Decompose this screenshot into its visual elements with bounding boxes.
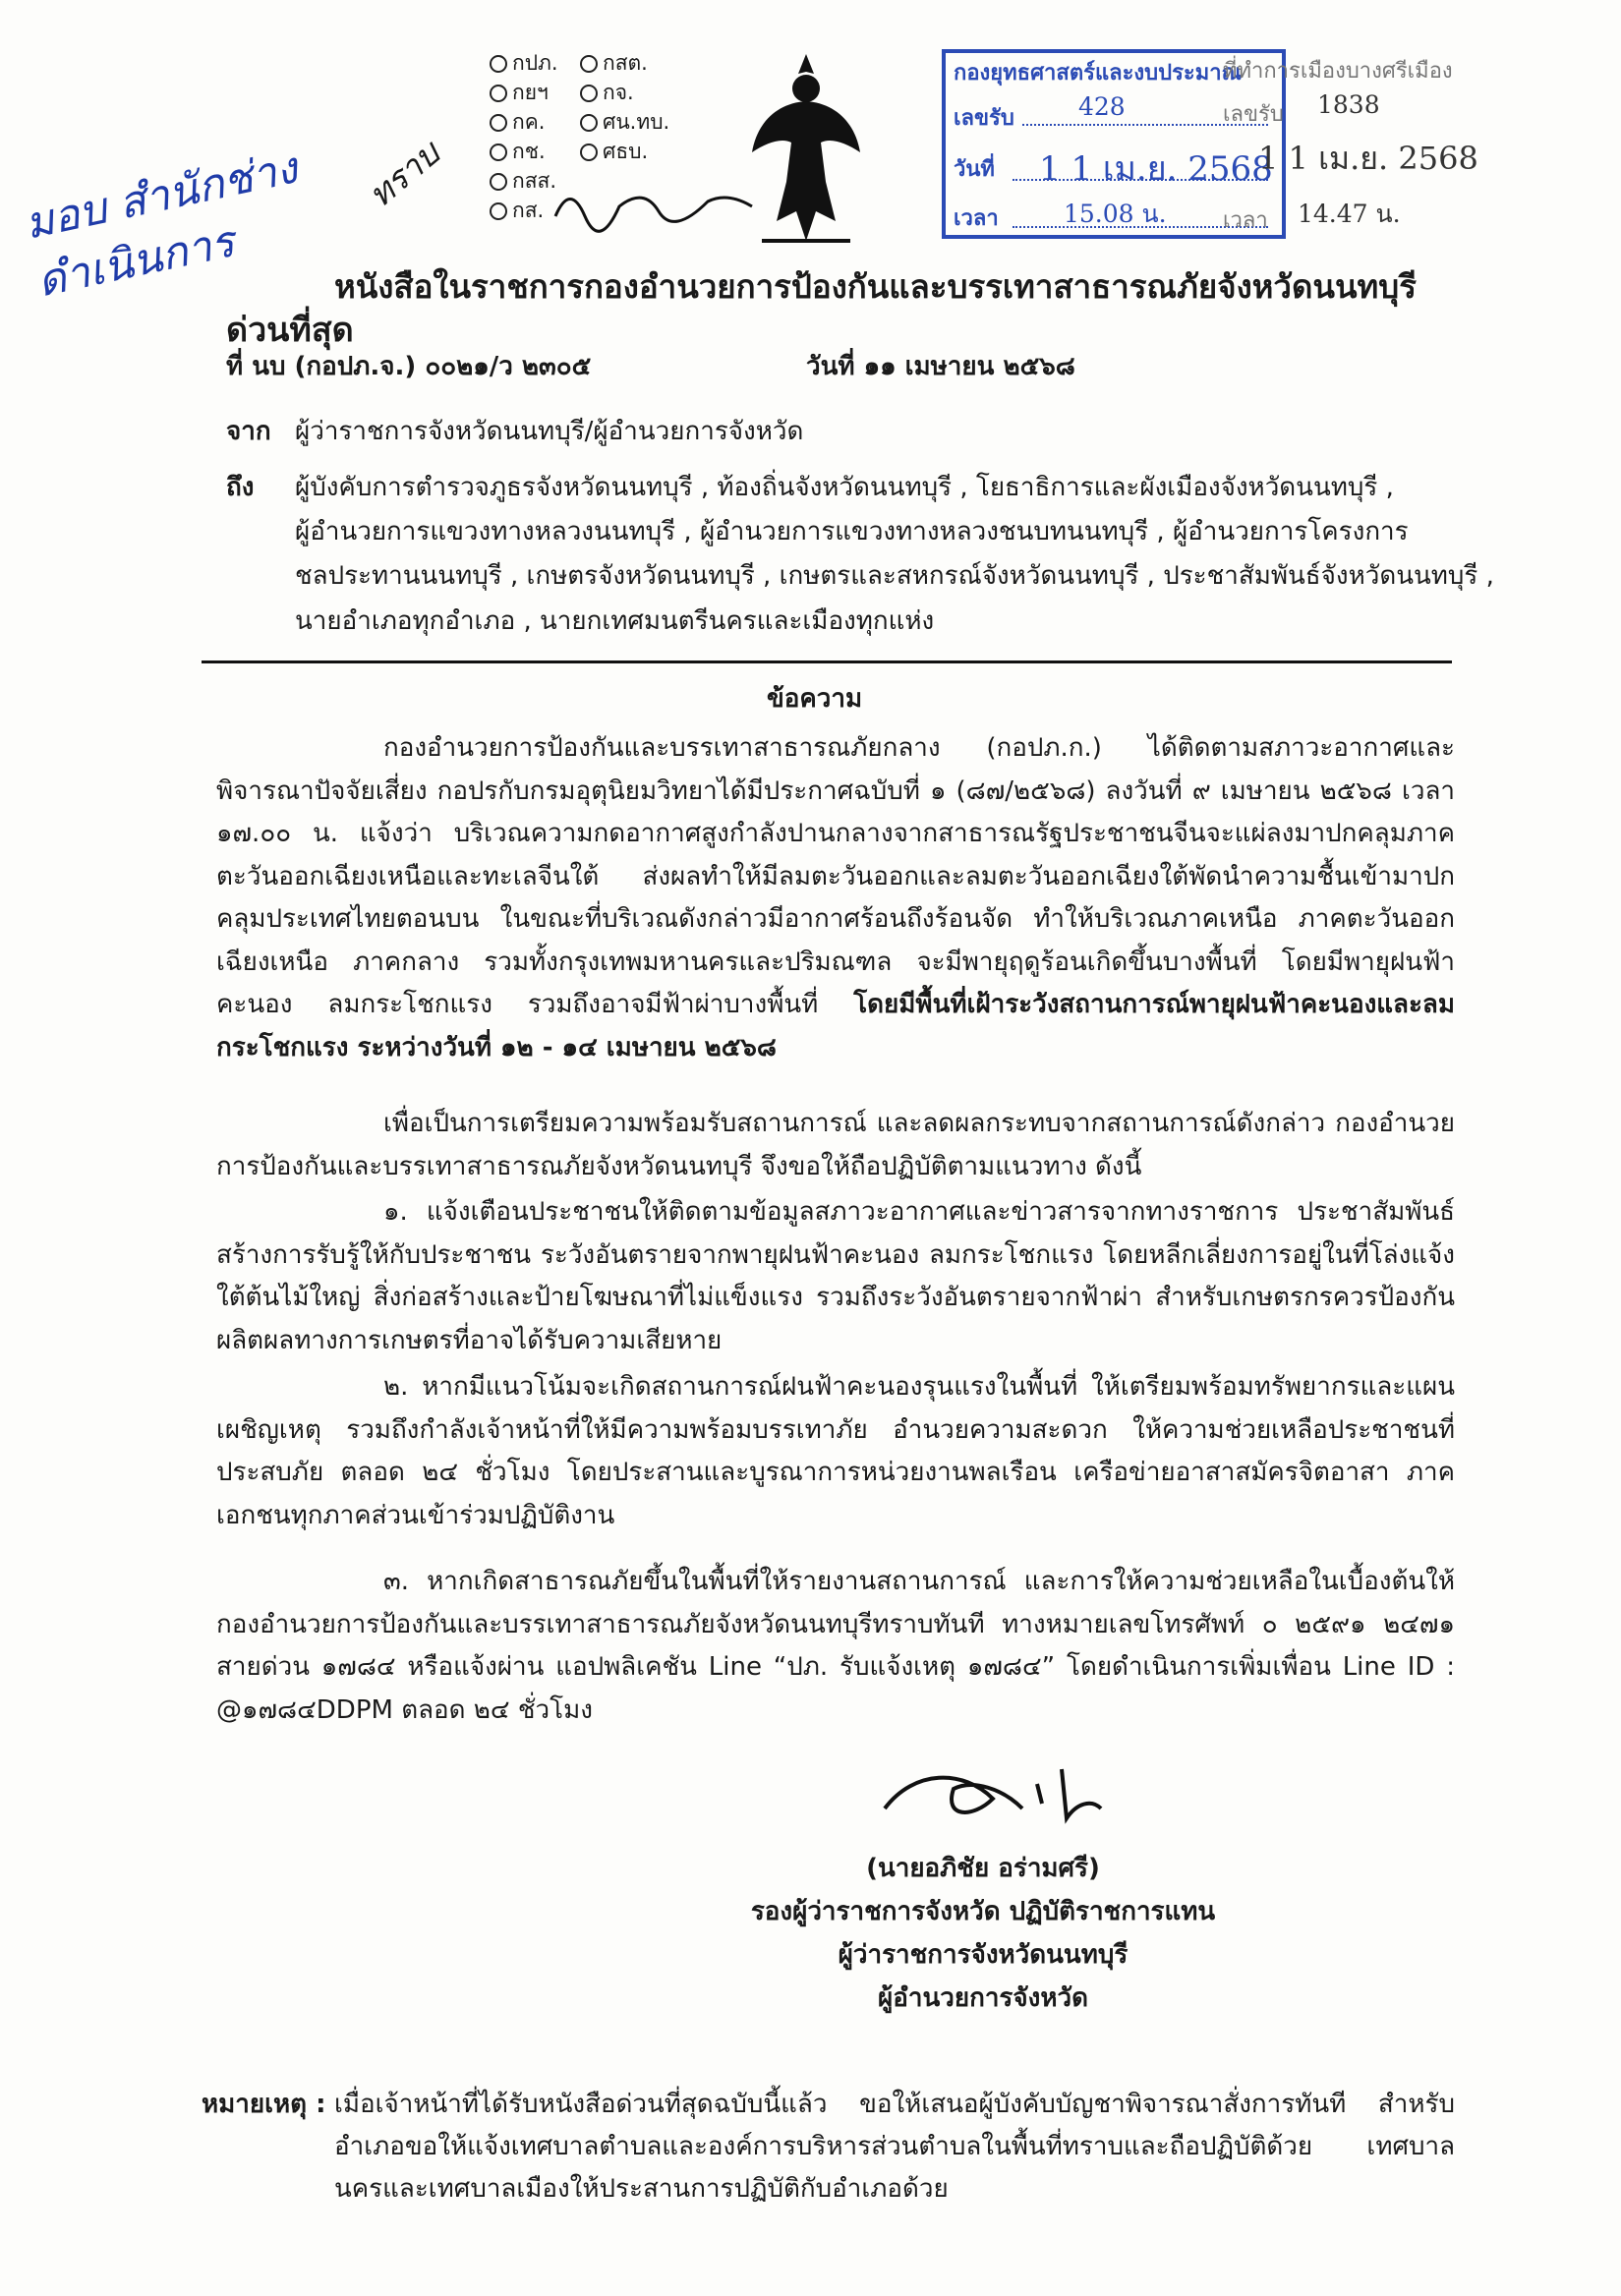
- routing-item: ศน.ทบ.: [580, 106, 669, 139]
- initials-scribble-icon: [550, 177, 757, 236]
- circle-icon: [580, 55, 598, 73]
- document-title: หนังสือในราชการกองอำนวยการป้องกันและบรรเทาสาธารณภัยจังหวัดนนทบุรี: [334, 267, 1417, 306]
- circle-icon: [490, 173, 507, 191]
- to-line: ผู้อำนวยการแขวงทางหลวงนนทบุรี , ผู้อำนวยการแขวงทางหลวงชนบทนนทบุรี , ผู้อำนวยการโครงการ: [295, 517, 1409, 546]
- routing-item: กจ.: [580, 77, 634, 109]
- urgency-label: ด่วนที่สุด: [226, 311, 354, 350]
- from-label: จาก: [226, 417, 271, 446]
- routing-item: ศธบ.: [580, 136, 648, 168]
- circle-icon: [490, 202, 507, 220]
- circle-icon: [580, 114, 598, 132]
- routing-item: กสต.: [580, 47, 648, 80]
- handwritten-note-blue: มอบ สำนักช่าง ดำเนินการ: [20, 143, 302, 308]
- list-item-3: ๓. หากเกิดสาธารณภัยขึ้นในพื้นที่ให้รายงานสถานการณ์ และการให้ความช่วยเหลือในเบื้องต้นให้กองอำนวยการป้องกันและบรรเทาสาธารณภัยจังหวัดนนทบุรีทราบทันที ทางหมายเลขโทรศัพท์ ๐ ๒๕๙๑ ๒๔๗๑ สายด่วน ๑๗๘๔ หรือแจ้งผ่าน แอปพลิเคชัน Line “ปภ. รับแจ้งเหตุ ๑๗๘๔” โดยดำเนินการเพิ่มเพื่อน Line ID : @๑๗๘๔DDPM ตลอด ๒๔ ชั่วโมง: [216, 1567, 1455, 1725]
- signatory-position: ผู้ว่าราชการจังหวัดนนทบุรี: [838, 1940, 1129, 1970]
- routing-item: กสส.: [490, 165, 556, 198]
- received-stamp-primary: กองยุทธศาสตร์และงบประมาณ เลขรับ 428 วันที่ 1 1 เม.ย. 2568 เวลา 15.08 น.: [942, 49, 1286, 239]
- to-line: ชลประทานนนทบุรี , เกษตรจังหวัดนนทบุรี , เกษตรและสหกรณ์จังหวัดนนทบุรี , ประชาสัมพันธ์จังหวัดนนทบุรี ,: [295, 561, 1494, 591]
- to-line: ผู้บังคับการตำรวจภูธรจังหวัดนนทบุรี , ท้องถิ่นจังหวัดนนทบุรี , โยธาธิการและผังเมืองจังหวัดนนทบุรี ,: [295, 473, 1394, 502]
- to-line: นายอำเภอทุกอำเภอ , นายกเทศมนตรีนครและเมืองทุกแห่ง: [295, 606, 935, 636]
- list-item-1: ๑. แจ้งเตือนประชาชนให้ติดตามข้อมูลสภาวะอากาศและข่าวสารจากทางราชการ ประชาสัมพันธ์สร้างการรับรู้ให้กับประชาชน ระวังอันตรายจากพายุฝนฟ้าคะนอง ลมกระโชกแรง โดยหลีกเลี่ยงการอยู่ในที่โล่งแจ้ง ใต้ต้นไม้ใหญ่ สิ่งก่อสร้างและป้ายโฆษณาที่ไม่แข็งแรง รวมถึงระวังอันตรายจากฟ้าผ่า สำหรับเกษตรกรควรป้องกันผลิตผลทางการเกษตรที่อาจได้รับความเสียหาย: [216, 1197, 1455, 1355]
- body-heading: ข้อความ: [767, 684, 863, 714]
- circle-icon: [490, 114, 507, 132]
- routing-item: กช.: [490, 136, 546, 168]
- garuda-emblem-icon: [747, 44, 865, 251]
- circle-icon: [490, 144, 507, 161]
- routing-item: กค.: [490, 106, 545, 139]
- signatory-position: ผู้อำนวยการจังหวัด: [878, 1983, 1088, 2013]
- paragraph-1: [216, 727, 1455, 1069]
- routing-item: กยฯ: [490, 77, 549, 109]
- routing-item: กปภ.: [490, 47, 558, 80]
- document-number: ที่ นบ (กอปภ.จ.) ๐๐๒๑/ว ๒๓๐๕: [226, 352, 592, 381]
- signature-scribble-icon: [875, 1750, 1111, 1838]
- list-item-2: ๒. หากมีแนวโน้มจะเกิดสถานการณ์ฝนฟ้าคะนองรุนแรงในพื้นที่ ให้เตรียมพร้อมทรัพยากรและแผนเผชิญเหตุ รวมถึงกำลังเจ้าหน้าที่ให้มีความพร้อมบรรเทาภัย อำนวยความสะดวก ให้ความช่วยเหลือประชาชนที่ประสบภัย ตลอด ๒๔ ชั่วโมง โดยประสานและบูรณาการหน่วยงานพลเรือน เครือข่ายอาสาสมัครจิตอาสา ภาคเอกชนทุกภาคส่วนเข้าร่วมปฏิบัติงาน: [216, 1372, 1455, 1530]
- note-text: เมื่อเจ้าหน้าที่ได้รับหนังสือด่วนที่สุดฉบับนี้แล้ว ขอให้เสนอผู้บังคับบัญชาพิจารณาสั่งการทันที สำหรับอำเภอขอให้แจ้งเทศบาลตำบลและองค์การบริหารส่วนตำบลในพื้นที่ทราบและถือปฏิบัติด้วย เทศบาลนครและเทศบาลเมืองให้ประสานการปฏิบัติกับอำเภอด้วย: [334, 2090, 1455, 2204]
- paragraph-1-text: กองอำนวยการป้องกันและบรรเทาสาธารณภัยกลาง (กอปภ.ก.) ได้ติดตามสภาวะอากาศและพิจารณาปัจจัยเสี่ยง กอปรกับกรมอุตุนิยมวิทยาได้มีประกาศฉบับที่ ๑ (๘๗/๒๕๖๘) ลงวันที่ ๙ เมษายน ๒๕๖๘ เวลา ๑๗.๐๐ น. แจ้งว่า บริเวณความกดอากาศสูงกำลังปานกลางจากสาธารณรัฐประชาชนจีนจะแผ่ลงมาปกคลุมภาคตะวันออกเฉียงเหนือและทะเลจีนใต้ ส่งผลทำให้มีลมตะวันออกและลมตะวันออกเฉียงใต้พัดนำความชื้นเข้ามาปกคลุมประเทศไทยตอนบน ในขณะที่บริเวณดังกล่าวมีอากาศร้อนถึงร้อนจัด ทำให้บริเวณภาคเหนือ ภาคตะวันออกเฉียงเหนือ ภาคกลาง รวมทั้งกรุงเทพมหานครและปริมณฑล จะมีพายุฤดูร้อนเกิดขึ้นบางพื้นที่ โดยมีพายุฝนฟ้าคะนอง ลมกระโชกแรง รวมถึงอาจมีฟ้าผ่าบางพื้นที่: [216, 733, 1455, 1019]
- received-stamp-secondary: ที่ทำการเมืองบางศรีเมือง เลขรับ 1838 1 1 เม.ย. 2568 เวลา 14.47 น.: [1223, 59, 1478, 233]
- document-date: วันที่ ๑๑ เมษายน ๒๕๖๘: [806, 352, 1075, 381]
- signatory-name: (นายอภิชัย อร่ามศรี): [866, 1854, 1100, 1883]
- from-text: ผู้ว่าราชการจังหวัดนนทบุรี/ผู้อำนวยการจังหวัด: [295, 417, 804, 446]
- circle-icon: [580, 144, 598, 161]
- circle-icon: [580, 85, 598, 102]
- paragraph-1-bold: โดยมีพื้นที่เฝ้าระวังสถานการณ์พายุฝนฟ้าคะนองและลมกระโชกแรง ระหว่างวันที่ ๑๒ - ๑๔ เมษายน ๒๕๖๘: [216, 990, 1455, 1062]
- circle-icon: [490, 55, 507, 73]
- handwritten-note-black: ทราบ: [361, 134, 448, 216]
- circle-icon: [490, 85, 507, 102]
- header-divider: [202, 660, 1452, 663]
- note-label: หมายเหตุ :: [202, 2090, 326, 2119]
- paragraph-2: เพื่อเป็นการเตรียมความพร้อมรับสถานการณ์ และลดผลกระทบจากสถานการณ์ดังกล่าว กองอำนวยการป้องกันและบรรเทาสาธารณภัยจังหวัดนนทบุรี จึงขอให้ถือปฏิบัติตามแนวทาง ดังนี้: [216, 1109, 1455, 1181]
- to-label: ถึง: [226, 473, 255, 502]
- signatory-position: รองผู้ว่าราชการจังหวัด ปฏิบัติราชการแทน: [750, 1897, 1216, 1926]
- routing-item: กส.: [490, 195, 544, 227]
